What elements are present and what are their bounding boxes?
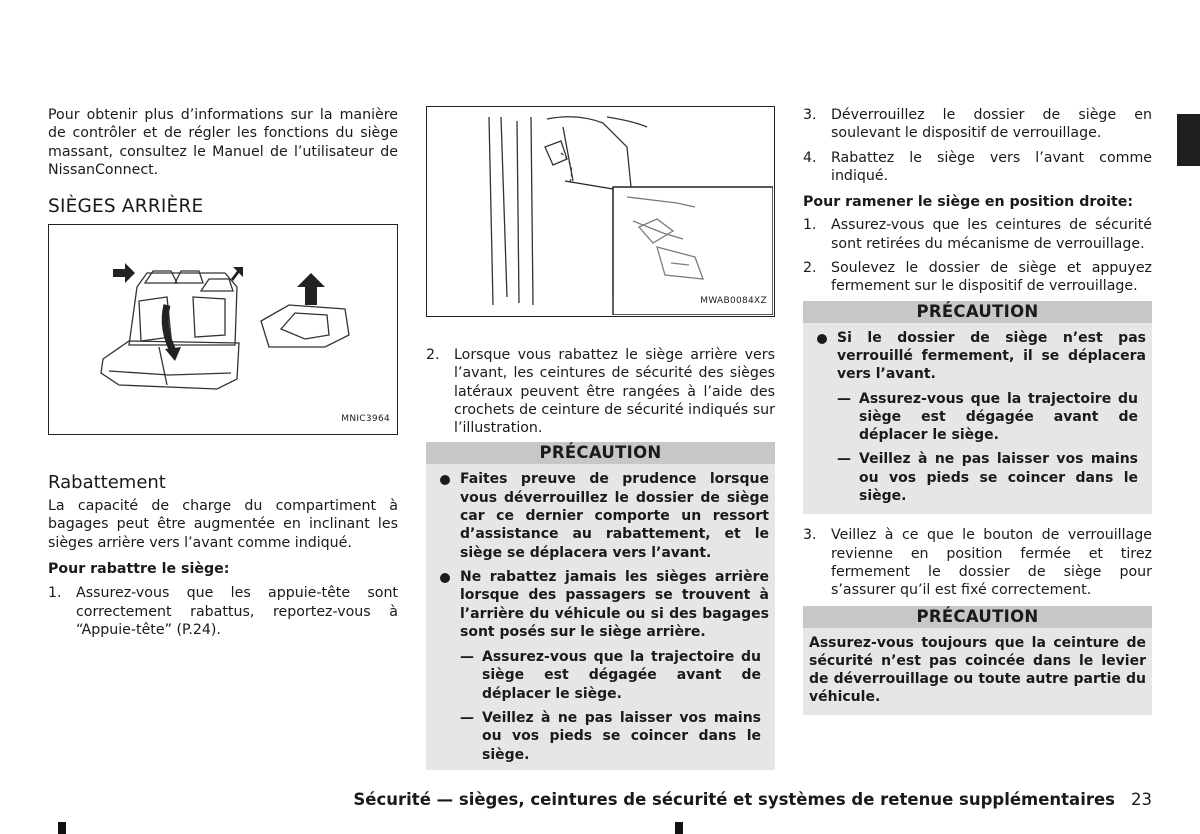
step-number: 4. [803,149,817,166]
step-item [803,259,1152,296]
step-item [48,584,398,639]
rear-seat-illustration [49,225,396,433]
bullet-dot [817,334,827,344]
bullet-text: Ne rabattez jamais les sièges arrière lorsque des passagers se trouvent à l’arrière du véhicule ou si des bagages sont posés sur le siège arrière. [460,568,769,640]
step-item [803,149,1152,186]
step-number: 2. [426,347,440,363]
dash-marker: — [837,451,851,468]
dash-text: Veillez à ne pas laisser vos mains ou vos pieds se coincer dans le siège. [859,451,1138,505]
step-text: Déverrouillez le dossier de siège en soulevant le dispositif de verrouillage. [831,107,1152,142]
fold-steps-end [803,106,1152,185]
caution-text: Assurez-vous toujours que la ceinture de sécurité n’est pas coincée dans le levier de déverrouillage ou toute autre partie du véhicule. [809,634,1146,706]
bullet-dot [440,475,450,485]
step-item [803,106,1152,143]
column-middle [426,106,775,770]
seatbelt-hook-figure [426,106,775,317]
fold-steps-continued [426,346,775,437]
caution-box [426,442,775,769]
raise-steps-continued [803,526,1152,599]
caution-dash-item [432,709,769,764]
chapter-tab-marker [1177,114,1200,166]
step-text: Veillez à ce que le bouton de verrouillage revienne en position fermée et tirez fermement le dossier de siège pour s’assurer qu’il est fixé correctement. [831,527,1152,599]
procedure-title: Pour ramener le siège en position droite: [803,194,1134,211]
rear-seat-fold-figure [48,224,398,435]
step-text: Soulevez le dossier de siège et appuyez fermement sur le dispositif de verrouillage. [831,260,1152,295]
subsection-title: Rabattement [48,472,166,494]
step-item [426,346,775,437]
caution-title: PRÉCAUTION [803,301,1152,323]
bullet-text: Si le dossier de siège n’est pas verrouillé fermement, il se déplacera vers l’avant. [837,329,1146,383]
caution-box [803,301,1152,515]
footer-title: Sécurité — sièges, ceintures de sécurité et systèmes de retenue supplémentaires [353,790,1115,809]
caution-dash-item [809,390,1146,445]
dash-text: Assurez-vous que la trajectoire du siège est dégagée avant de déplacer le siège. [482,649,761,702]
step-number: 2. [803,260,817,277]
page-number: 23 [1131,790,1152,809]
caution-title: PRÉCAUTION [803,606,1152,628]
step-number: 3. [803,107,817,123]
step-number: 3. [803,527,817,544]
column-left [48,106,398,639]
dash-text: Veillez à ne pas laisser vos mains ou vos pieds se coincer dans le siège. [482,710,761,763]
caution-bullet [432,470,769,561]
caution-dash-item [809,450,1146,505]
intro-paragraph: Pour obtenir plus d’informations sur la manière de contrôler et de régler les fonctions du siège massant, consultez le Manuel de l’utilisateur de NissanConnect. [48,107,398,178]
step-text: Assurez-vous que les appuie-tête sont correctement rabattus, reportez-vous à “Appuie-tête” (P.24). [76,585,398,638]
caution-box [803,606,1152,715]
caution-title: PRÉCAUTION [426,442,775,464]
step-number: 1. [48,585,62,602]
step-item [803,216,1152,253]
dash-marker: — [837,390,851,407]
dash-text: Assurez-vous que la trajectoire du siège est dégagée avant de déplacer le siège. [859,390,1138,444]
caution-bullet [809,329,1146,384]
raise-steps [803,216,1152,295]
bullet-text: Faites preuve de prudence lorsque vous déverrouillez le dossier de siège car ce dernier comporte un ressort d’assistance au rabattement, et le siège se déplacera vers l’avant. [460,471,769,561]
fold-steps [48,584,398,639]
crop-mark [675,822,683,834]
section-title: SIÈGES ARRIÈRE [48,196,204,218]
step-item [803,526,1152,599]
page-footer [353,789,1152,811]
figure-code: MNIC3964 [341,413,390,424]
column-right [803,106,1152,715]
step-text: Rabattez le siège vers l’avant comme indiqué. [831,149,1152,184]
procedure-title: Pour rabattre le siège: [48,561,230,578]
step-text: Lorsque vous rabattez le siège arrière vers l’avant, les ceintures de sécurité des sièges latéraux peuvent être rangées à l’aide des crochets de ceinture de sécurité indiqués sur l’illustration. [454,347,775,437]
step-number: 1. [803,217,817,234]
bullet-dot [440,573,450,583]
dash-marker: — [460,649,474,666]
dash-marker: — [460,710,474,727]
step-text: Assurez-vous que les ceintures de sécurité sont retirées du mécanisme de verrouillage. [831,217,1152,252]
caution-bullet [432,568,769,641]
seatbelt-hook-illustration [427,107,773,315]
caution-dash-item [432,648,769,703]
figure-code: MWAB0084XZ [700,295,767,306]
crop-mark [58,822,66,834]
capacity-paragraph: La capacité de charge du compartiment à bagages peut être augmentée en inclinant les sièges arrière vers l’avant comme indiqué. [48,498,398,551]
